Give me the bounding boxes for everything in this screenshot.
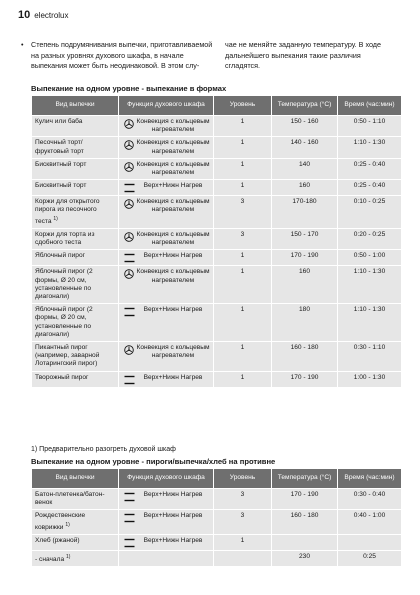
cell-oven-function xyxy=(119,489,214,510)
cell-level: 3 xyxy=(214,489,272,510)
cell-oven-function xyxy=(119,158,214,179)
oven-function-text: Конвекция с кольцевым нагревателем xyxy=(136,118,210,134)
cell-time: 0:25 xyxy=(338,551,402,567)
baking-type-text: Рождественские коврижки xyxy=(35,512,86,531)
cell-baking-type xyxy=(32,158,119,179)
cell-time xyxy=(338,535,402,551)
table-row xyxy=(32,371,402,387)
cell-temperature: 150 - 170 xyxy=(272,229,338,250)
cell-level: 3 xyxy=(214,510,272,535)
top-bottom-heat-icon xyxy=(122,252,136,263)
cell-oven-function xyxy=(119,535,214,551)
footnote-ref: 1) xyxy=(53,215,58,222)
cell-level: 3 xyxy=(214,229,272,250)
top-bottom-heat-icon xyxy=(122,491,136,502)
baking-type-text: Кулич или баба xyxy=(35,118,83,125)
cell-temperature: 170 - 190 xyxy=(272,250,338,266)
table-row xyxy=(32,342,402,372)
col-header-level: Уровень xyxy=(214,96,272,116)
cell-level xyxy=(214,551,272,567)
cell-baking-type xyxy=(32,137,119,158)
oven-function-text: Конвекция с кольцевым нагревателем xyxy=(136,160,210,177)
cell-baking-type xyxy=(32,304,119,342)
cell-temperature: 160 - 180 xyxy=(272,342,338,372)
table-row xyxy=(32,116,402,137)
cell-oven-function xyxy=(119,304,214,342)
fan-ring-icon xyxy=(122,231,136,242)
fan-ring-icon xyxy=(122,161,136,172)
baking-type-text: Яблочный пирог (2 формы, Ø 20 см, установленные по диагонали) xyxy=(35,268,93,301)
cell-time: 1:10 - 1:30 xyxy=(338,137,402,158)
col-header-function: Функция духового шкафа xyxy=(119,96,214,116)
table-row xyxy=(32,229,402,250)
col-header-function: Функция духового шкафа xyxy=(119,469,214,489)
cell-temperature: 140 - 160 xyxy=(272,137,338,158)
cell-oven-function xyxy=(119,510,214,535)
col-header-level: Уровень xyxy=(214,469,272,489)
table-row xyxy=(32,158,402,179)
page-header xyxy=(18,9,69,21)
cell-temperature: 160 xyxy=(272,180,338,196)
cell-baking-type xyxy=(32,489,119,510)
baking-type-text: Бисквитный торт xyxy=(35,160,87,168)
cell-temperature: 230 xyxy=(272,551,338,567)
footnote: 1) Предварительно разогреть духовой шкаф xyxy=(31,446,176,453)
section-title-sheets: Выпекание на одном уровне - пироги/выпечка/хлеб на противне xyxy=(31,457,276,466)
cell-baking-type xyxy=(32,266,119,304)
table-row xyxy=(32,137,402,158)
oven-function-text: Верх+Нижн Нагрев xyxy=(143,491,203,498)
table-row xyxy=(32,266,402,304)
top-bottom-heat-icon xyxy=(122,182,136,193)
cell-oven-function xyxy=(119,551,214,567)
cell-baking-type xyxy=(32,196,119,229)
baking-type-text: Коржи для открытого пирога из песочного теста xyxy=(35,198,100,225)
cell-baking-type xyxy=(32,250,119,266)
baking-type-text: Яблочный пирог xyxy=(35,252,86,260)
bullet-icon: • xyxy=(21,40,24,49)
cell-oven-function xyxy=(119,196,214,229)
cell-time: 0:30 - 0:40 xyxy=(338,489,402,510)
cell-time: 0:40 - 1:00 xyxy=(338,510,402,535)
cell-level: 1 xyxy=(214,116,272,137)
oven-function-text: Верх+Нижн Нагрев xyxy=(143,512,203,520)
cell-baking-type xyxy=(32,371,119,387)
cell-level: 1 xyxy=(214,266,272,304)
fan-ring-icon xyxy=(122,118,136,129)
page-number: 10 xyxy=(18,9,31,21)
fan-ring-icon xyxy=(122,198,136,209)
cell-oven-function xyxy=(119,137,214,158)
table-row xyxy=(32,304,402,342)
brand-name: electrolux xyxy=(34,11,69,20)
cell-level: 1 xyxy=(214,342,272,372)
oven-function-text: Конвекция с кольцевым нагревателем xyxy=(136,344,210,360)
baking-type-text: Творожный пирог xyxy=(35,373,89,381)
cell-level: 1 xyxy=(214,250,272,266)
cell-time: 0:20 - 0:25 xyxy=(338,229,402,250)
cell-time: 0:25 - 0:40 xyxy=(338,158,402,179)
col-header-type: Вид выпечки xyxy=(32,96,119,116)
intro-left-text: Степень подрумянивания выпечки, приготавливаемой на разных уровнях духового шкафа, в начале выпекания может быть неодинаковой. В этом слу- xyxy=(31,40,213,70)
oven-function-text: Верх+Нижн Нагрев xyxy=(143,373,203,381)
cell-level: 1 xyxy=(214,371,272,387)
cell-baking-type xyxy=(32,342,119,372)
top-bottom-heat-icon xyxy=(122,306,136,317)
cell-baking-type xyxy=(32,535,119,551)
baking-type-text: Песочный торт/фруктовый торт xyxy=(35,139,84,155)
cell-oven-function xyxy=(119,266,214,304)
cell-temperature: 150 - 160 xyxy=(272,116,338,137)
cell-baking-type xyxy=(32,551,119,567)
fan-ring-icon xyxy=(122,344,136,355)
oven-function-text: Конвекция с кольцевым нагревателем xyxy=(136,198,210,214)
forms-table xyxy=(31,95,402,388)
cell-time: 1:10 - 1:30 xyxy=(338,304,402,342)
fan-ring-icon xyxy=(122,268,136,279)
cell-temperature: 180 xyxy=(272,304,338,342)
table-row xyxy=(32,250,402,266)
top-bottom-heat-icon xyxy=(122,537,136,548)
oven-function-text: Конвекция с кольцевым нагревателем xyxy=(136,139,210,155)
oven-function-text: Верх+Нижн Нагрев xyxy=(143,537,203,544)
oven-function-text: Верх+Нижн Нагрев xyxy=(143,252,203,260)
cell-level: 3 xyxy=(214,196,272,229)
table-header-row xyxy=(32,96,402,116)
table-row xyxy=(32,196,402,229)
oven-function-text: Конвекция с кольцевым нагревателем xyxy=(136,231,210,247)
cell-level: 1 xyxy=(214,535,272,551)
cell-level: 1 xyxy=(214,304,272,342)
cell-level: 1 xyxy=(214,180,272,196)
table-row xyxy=(32,489,402,510)
cell-temperature xyxy=(272,535,338,551)
cell-temperature: 160 xyxy=(272,266,338,304)
col-header-time: Время (час:мин) xyxy=(338,469,402,489)
section-title-forms: Выпекание на одном уровне - выпекание в формах xyxy=(31,84,227,93)
cell-time: 0:30 - 1:10 xyxy=(338,342,402,372)
footnote-ref: 1) xyxy=(65,521,70,528)
baking-type-text: Бисквитный торт xyxy=(35,182,87,190)
cell-time: 0:25 - 0:40 xyxy=(338,180,402,196)
cell-time: 0:50 - 1:10 xyxy=(338,116,402,137)
cell-baking-type xyxy=(32,180,119,196)
oven-function-text: Верх+Нижн Нагрев xyxy=(143,306,203,314)
cell-oven-function xyxy=(119,371,214,387)
sheets-table xyxy=(31,468,402,567)
baking-type-text: Пикантный пирог (например, заварной Лотарингский пирог) xyxy=(35,344,100,368)
cell-level: 1 xyxy=(214,137,272,158)
table-header-row xyxy=(32,469,402,489)
baking-type-text: - сначала xyxy=(35,556,65,564)
cell-temperature: 170 - 190 xyxy=(272,489,338,510)
cell-level: 1 xyxy=(214,158,272,179)
oven-function-text: Верх+Нижн Нагрев xyxy=(143,182,203,190)
cell-oven-function xyxy=(119,116,214,137)
cell-baking-type xyxy=(32,116,119,137)
cell-oven-function xyxy=(119,342,214,372)
intro-right-text: чае не меняйте заданную температуру. В ходе дальнейшего выпекания такие различия сгладятся. xyxy=(225,40,382,70)
baking-type-text: Яблочный пирог (2 формы, Ø 20 см, установленные по диагонали) xyxy=(35,306,93,338)
col-header-time: Время (час:мин) xyxy=(338,96,402,116)
baking-type-text: Батон-плетенка/батон-венок xyxy=(35,491,105,507)
cell-temperature: 160 - 180 xyxy=(272,510,338,535)
cell-temperature: 140 xyxy=(272,158,338,179)
cell-baking-type xyxy=(32,510,119,535)
baking-type-text: Коржи для торта из сдобного теста xyxy=(35,231,95,247)
footnote-ref: 1) xyxy=(65,554,71,560)
baking-type-text: Хлеб (ржаной) xyxy=(35,537,80,544)
cell-oven-function xyxy=(119,180,214,196)
intro-right-column xyxy=(225,40,395,72)
col-header-type: Вид выпечки xyxy=(32,469,119,489)
fan-ring-icon xyxy=(122,139,136,150)
top-bottom-heat-icon xyxy=(122,374,136,385)
table-row xyxy=(32,510,402,535)
cell-time: 0:50 - 1:00 xyxy=(338,250,402,266)
table-row xyxy=(32,180,402,196)
cell-temperature: 170 - 190 xyxy=(272,371,338,387)
table-row xyxy=(32,551,402,567)
cell-oven-function xyxy=(119,250,214,266)
oven-function-text: Конвекция с кольцевым нагревателем xyxy=(136,268,210,284)
col-header-temperature: Температура (°C) xyxy=(272,469,338,489)
cell-time: 1:00 - 1:30 xyxy=(338,371,402,387)
cell-temperature: 170-180 xyxy=(272,196,338,229)
table-row xyxy=(32,535,402,551)
cell-time: 0:10 - 0:25 xyxy=(338,196,402,229)
cell-time: 1:10 - 1:30 xyxy=(338,266,402,304)
top-bottom-heat-icon xyxy=(122,512,136,523)
intro-left-column xyxy=(21,40,215,72)
cell-baking-type xyxy=(32,229,119,250)
cell-oven-function xyxy=(119,229,214,250)
col-header-temperature: Температура (°C) xyxy=(272,96,338,116)
